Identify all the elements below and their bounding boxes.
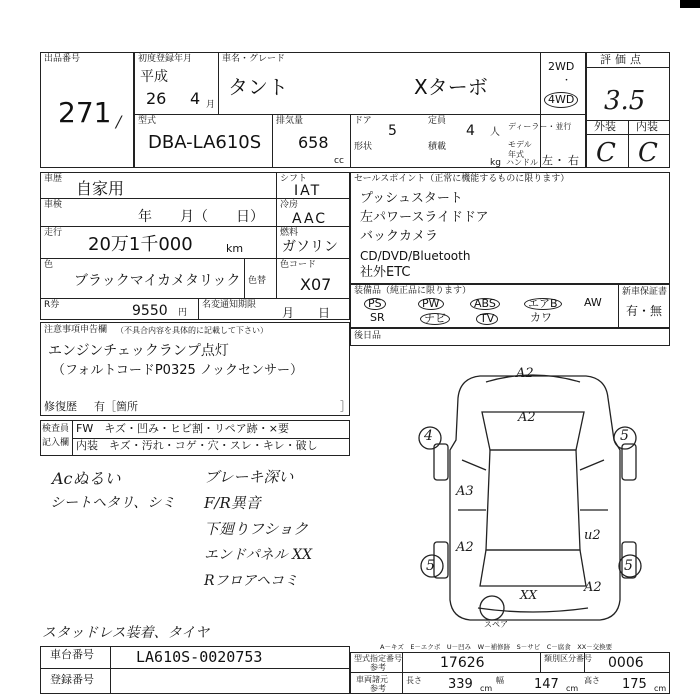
width-unit: cm [566,684,579,693]
ac-value: AAC [292,211,328,227]
sales-item-3: バックカメラ [360,229,439,244]
sales-item-1: プッシュスタート [360,191,463,206]
r-label: R券 [44,300,60,310]
era: 平成 [140,69,168,85]
interior-label: 内装 [636,120,658,133]
reg-label: 登録番号 [50,673,94,686]
equip-navi: ナビ [420,313,450,325]
reg-date-label: 初度登録年月 [138,54,193,64]
height-label: 高さ [584,676,600,685]
spare-label: スペア [484,620,508,629]
mark-right-rear-5: 5 [624,558,633,574]
mileage-label: 走行 [44,228,63,238]
year: 26 [146,89,167,108]
history-label: 車歴 [44,174,63,184]
score-value: 3.5 [604,86,646,116]
mark-left-side-a3: A3 [456,484,474,499]
inspection-label: 車検 [44,200,63,210]
notes-line-1: エンジンチェックランプ点灯 [48,343,229,359]
equip-leather: カワ [530,311,552,324]
name-change-label: 名変通知期限 [202,300,257,310]
model-year-label: モデル年式 [508,140,532,159]
name-change-value: 月 日 [282,306,331,320]
capacity-label: 定員 [428,116,447,126]
repair-value: 有［箇所 [94,400,138,413]
capacity-unit: 人 [490,127,500,138]
later-box [350,328,670,346]
hand-right-1: ブレーキ深い [204,468,294,486]
spec-ref-label: 参考 [370,663,386,672]
history-value: 自家用 [76,179,125,198]
color-value: ブラックマイカメタリック [74,273,241,289]
equip-aw: AW [584,296,602,309]
displacement: 658 [298,133,329,152]
capacity: 4 [466,123,475,139]
shift-value: IAT [294,183,322,199]
dealer-label: ディーラー・並行 [508,122,572,131]
mark-right-front-5: 5 [620,428,629,444]
month: 4 [190,89,201,108]
spec-no-label: 型式指定番号 [354,654,402,663]
drive-2wd: 2WD [548,60,575,73]
inspector-label-1: 検査員 [42,424,70,434]
displacement-label: 排気量 [276,116,304,126]
lot-tick: / [116,112,122,131]
length: 339 [448,677,473,692]
legend: A－キズ E－エクボ U－凹み W－補修跡 S－サビ C－腐食 XX－交換要 [380,643,613,651]
maker-label: 車名・グレード [222,54,286,64]
mark-front-a2: A2 [516,366,534,381]
mileage: 20万1千000 [88,234,193,255]
equip-tv: TV [476,313,498,325]
hand-right-2: F/R異音 [204,494,261,512]
drive-dot: ・ [562,76,572,86]
lot-label: 出品番号 [44,54,81,64]
handle-left: 左 [542,154,553,167]
inspection-value: 年 月（ 日） [138,209,264,225]
warranty-value: 有・無 [626,304,663,318]
mark-left-front-4: 4 [424,428,433,444]
month-unit: 月 [206,100,216,110]
mark-right-side-u2: u2 [584,528,601,543]
sales-item-5: 社外ETC [360,265,411,280]
width-label: 幅 [496,676,504,685]
color-replace-label: 色替 [248,276,267,286]
exterior-grade: C [596,138,616,168]
equipment-label: 装備品（純正品に限ります） [354,286,472,296]
mark-hood-a2: A2 [518,410,536,425]
chassis-number: LA610S-0020753 [136,648,263,666]
interior-grade: C [638,138,658,168]
hand-left-1: Acぬるい [52,469,121,488]
color-code: X07 [300,275,332,294]
load-label: 積載 [428,142,447,152]
class-no: 0006 [608,655,644,671]
dims-label: 車両諸元 [356,675,388,684]
inspector-row-2: 内装 キズ・汚れ・コゲ・穴・スレ・キレ・破し [76,439,318,452]
model-label: 型式 [138,116,157,126]
equip-sr: SR [370,311,385,324]
equip-airbag: エアB [524,298,562,310]
mark-left-rear-a2: A2 [456,540,474,555]
mark-left-rear-5: 5 [426,558,435,574]
inspector-row-1: FW キズ・凹み・ヒビ割・リペア跡・×要 [76,422,289,435]
sales-item-2: 左パワースライドドア [360,210,489,225]
kg-unit: kg [490,158,501,168]
grade: Xターボ [414,75,488,99]
exterior-label: 外装 [594,120,616,133]
color-label: 色 [44,260,54,270]
sales-item-4: CD/DVD/Bluetooth [360,249,471,263]
height-unit: cm [654,684,667,693]
dims-ref-label: 参考 [370,684,386,693]
corner-mark [680,0,700,8]
notes-label: 注意事項申告欄 [44,325,108,335]
equip-ps: PS [364,298,386,310]
class-no-label: 類別区分番号 [544,654,592,663]
km-unit: km [226,242,244,255]
fuel-label: 燃料 [280,228,299,238]
width: 147 [534,677,559,692]
hand-right-3: 下廻りフショク [204,520,309,538]
repair-end: ］ [340,400,351,413]
warranty-label: 新車保証書 [622,287,668,297]
mark-rear-xx: XX [520,588,538,602]
later-label: 後日品 [354,331,382,341]
hand-left-2: シートヘタリ、シミ [50,495,176,511]
doors: 5 [388,123,397,139]
hand-bottom: スタッドレス装着、タイヤ [42,625,210,641]
car-name: タント [228,75,288,99]
hand-right-5: Rフロアヘコミ [204,573,298,589]
shift-label: シフト [280,174,308,184]
hand-right-4: エンドパネル XX [204,547,313,563]
score-label: 評価点 [600,53,645,66]
length-label: 長さ [406,676,422,685]
r-value: 9550 [132,303,168,319]
handle-dot: ・ [554,154,565,167]
mark-rear-a2: A2 [584,580,602,595]
notes-line-2: （フォルトコードP0325 ノックセンサー） [52,363,303,378]
inspector-label-2: 記入欄 [42,438,70,448]
ac-label: 冷房 [280,200,299,210]
cc-unit: cc [334,156,344,166]
height: 175 [622,677,647,692]
handle-right: 右 [568,154,579,167]
yen-unit: 円 [178,308,188,318]
door-label: ドア [354,116,372,126]
color-code-label: 色コード [280,260,317,270]
lot-number: 271 [58,96,112,129]
equip-pw: PW [418,298,444,310]
equip-abs: ABS [470,298,500,310]
length-unit: cm [480,684,493,693]
handle-label: ハンドル [506,158,538,167]
spec-no: 17626 [440,655,485,671]
model: DBA-LA610S [148,132,262,153]
fuel-value: ガソリン [282,239,338,255]
shape-label: 形状 [354,142,373,152]
repair-label: 修復歴 [44,400,77,413]
sales-label: セールスポイント（正常に機能するものに限ります） [354,174,570,184]
drive-4wd: 4WD [544,92,578,108]
chassis-label: 車台番号 [50,648,94,661]
notes-sub: （不具合内容を具体的に記載して下さい） [116,326,268,335]
